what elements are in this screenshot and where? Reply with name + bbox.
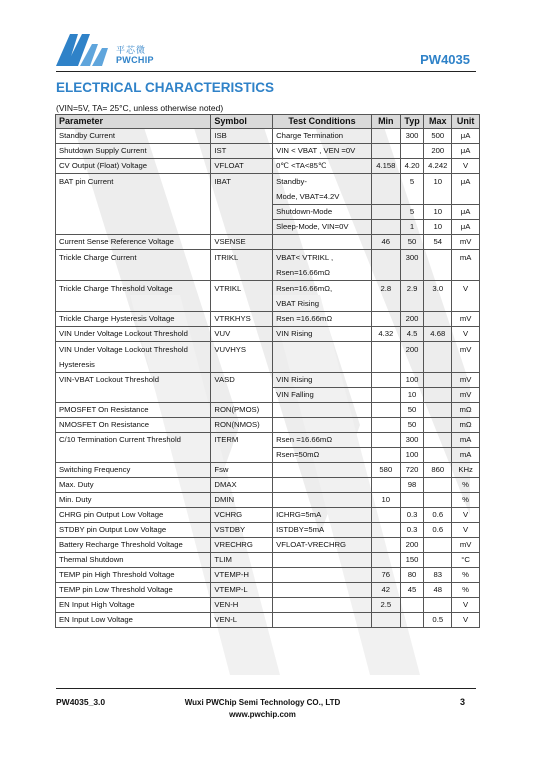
cell-symbol: VRECHRG (211, 538, 273, 553)
cell-min (371, 508, 400, 523)
table-row (56, 418, 480, 433)
table-row (56, 174, 480, 205)
cell-max (424, 553, 452, 568)
cell-min (371, 523, 400, 538)
table-row (56, 327, 480, 342)
cell-unit: μA (452, 205, 480, 220)
cell-symbol: RON(NMOS) (211, 418, 273, 433)
cell-max: 0.6 (424, 508, 452, 523)
cell-conditions (273, 583, 372, 598)
cell-min (371, 250, 400, 281)
cell-parameter: PMOSFET On Resistance (56, 403, 211, 418)
cell-parameter: Min. Duty (56, 493, 211, 508)
cell-min (371, 205, 400, 220)
table-row (56, 312, 480, 327)
cell-parameter: VIN Under Voltage Lockout Threshold (56, 327, 211, 342)
cell-min: 42 (371, 583, 400, 598)
footer-divider (56, 688, 476, 689)
cell-parameter: Thermal Shutdown (56, 553, 211, 568)
cell-max: 4.242 (424, 159, 452, 174)
table-row (56, 568, 480, 583)
cell-typ: 200 (400, 342, 424, 373)
cell-max: 500 (424, 129, 452, 144)
cell-conditions: Rsen=16.66mΩ, VBAT Rising (273, 281, 372, 312)
cell-parameter: TEMP pin Low Threshold Voltage (56, 583, 211, 598)
cell-symbol: VCHRG (211, 508, 273, 523)
cell-parameter: Standby Current (56, 129, 211, 144)
cell-min (371, 129, 400, 144)
cell-typ: 80 (400, 568, 424, 583)
cell-symbol: ITERM (211, 433, 273, 463)
cell-typ: 100 (400, 373, 424, 388)
cell-conditions: VFLOAT-VRECHRG (273, 538, 372, 553)
cell-parameter: Trickle Charge Hysteresis Voltage (56, 312, 211, 327)
cell-conditions: Rsen =16.66mΩ (273, 433, 372, 448)
cell-parameter: Trickle Charge Current (56, 250, 211, 281)
cell-min (371, 220, 400, 235)
cell-unit: mV (452, 373, 480, 388)
cell-unit: mA (452, 448, 480, 463)
cell-unit: V (452, 613, 480, 628)
cell-conditions: 0℃ <TA<85℃ (273, 159, 372, 174)
cell-typ: 720 (400, 463, 424, 478)
cell-unit: % (452, 493, 480, 508)
cell-typ: 300 (400, 250, 424, 281)
cell-parameter: Battery Recharge Threshold Voltage (56, 538, 211, 553)
cell-unit: μA (452, 144, 480, 159)
cell-symbol: VASD (211, 373, 273, 403)
cell-unit: mV (452, 388, 480, 403)
cell-symbol: TLIM (211, 553, 273, 568)
company-name: Wuxi PWChip Semi Technology CO., LTD (184, 698, 341, 707)
table-row (56, 342, 480, 373)
table-row (56, 373, 480, 388)
col-header-typ: Typ (400, 115, 424, 129)
cell-symbol: VTEMP-H (211, 568, 273, 583)
cell-typ (400, 144, 424, 159)
col-header-unit: Unit (452, 115, 480, 129)
cell-min (371, 388, 400, 403)
cell-unit: °C (452, 553, 480, 568)
table-row (56, 235, 480, 250)
part-number: PW4035 (420, 52, 470, 67)
cell-symbol: DMAX (211, 478, 273, 493)
table-row (56, 598, 480, 613)
cell-max (424, 433, 452, 448)
col-header-conditions: Test Conditions (273, 115, 372, 129)
cell-parameter: STDBY pin Output Low Voltage (56, 523, 211, 538)
cell-min: 2.5 (371, 598, 400, 613)
cell-max: 10 (424, 220, 452, 235)
cell-unit: mA (452, 250, 480, 281)
table-row (56, 250, 480, 281)
cell-parameter: EN Input Low Voltage (56, 613, 211, 628)
cell-parameter: Current Sense Reference Voltage (56, 235, 211, 250)
cell-symbol: VUV (211, 327, 273, 342)
cell-symbol: VEN-H (211, 598, 273, 613)
cell-parameter: Shutdown Supply Current (56, 144, 211, 159)
cell-conditions: Shutdown-Mode (273, 205, 372, 220)
cell-conditions: ISTDBY=5mA (273, 523, 372, 538)
cell-conditions: VBAT< VTRIKL , Rsen=16.66mΩ (273, 250, 372, 281)
cell-parameter: Trickle Charge Threshold Voltage (56, 281, 211, 312)
cell-symbol: Fsw (211, 463, 273, 478)
cell-typ: 150 (400, 553, 424, 568)
cell-min (371, 478, 400, 493)
cell-typ: 10 (400, 388, 424, 403)
table-row (56, 553, 480, 568)
cell-symbol: RON(PMOS) (211, 403, 273, 418)
cell-parameter: CV Output (Float) Voltage (56, 159, 211, 174)
cell-typ: 200 (400, 538, 424, 553)
cell-unit: % (452, 568, 480, 583)
col-header-min: Min (371, 115, 400, 129)
cell-typ: 98 (400, 478, 424, 493)
cell-typ (400, 613, 424, 628)
cell-conditions (273, 493, 372, 508)
cell-max: 83 (424, 568, 452, 583)
page-header (0, 0, 533, 80)
company-website: www.pwchip.com (229, 710, 296, 719)
cell-conditions: VIN Rising (273, 327, 372, 342)
cell-typ: 300 (400, 129, 424, 144)
table-row (56, 403, 480, 418)
table-row (56, 129, 480, 144)
cell-max (424, 598, 452, 613)
cell-min (371, 174, 400, 205)
cell-symbol: VTRIKL (211, 281, 273, 312)
cell-symbol: VTEMP-L (211, 583, 273, 598)
cell-unit: μA (452, 174, 480, 205)
cell-unit: mV (452, 342, 480, 373)
cell-conditions (273, 342, 372, 373)
cell-unit: V (452, 327, 480, 342)
cell-min: 4.32 (371, 327, 400, 342)
cell-typ: 200 (400, 312, 424, 327)
cell-max: 10 (424, 174, 452, 205)
cell-conditions (273, 613, 372, 628)
cell-max: 200 (424, 144, 452, 159)
cell-parameter: Max. Duty (56, 478, 211, 493)
cell-typ: 50 (400, 235, 424, 250)
cell-symbol: DMIN (211, 493, 273, 508)
cell-unit: mV (452, 235, 480, 250)
table-row (56, 493, 480, 508)
cell-unit: % (452, 478, 480, 493)
cell-unit: KHz (452, 463, 480, 478)
cell-symbol: VUVHYS (211, 342, 273, 373)
cell-typ: 5 (400, 205, 424, 220)
cell-max: 0.5 (424, 613, 452, 628)
cell-unit: μA (452, 220, 480, 235)
cell-unit: mΩ (452, 418, 480, 433)
cell-min (371, 403, 400, 418)
cell-max (424, 403, 452, 418)
cell-conditions (273, 553, 372, 568)
cell-max (424, 493, 452, 508)
col-header-max: Max (424, 115, 452, 129)
page-number: 3 (460, 697, 466, 707)
cell-typ: 1 (400, 220, 424, 235)
cell-min: 76 (371, 568, 400, 583)
footer-company-block (150, 697, 375, 721)
cell-symbol: VTRKHYS (211, 312, 273, 327)
cell-typ (400, 598, 424, 613)
table-row (56, 613, 480, 628)
header-divider (56, 71, 476, 72)
cell-unit: mV (452, 538, 480, 553)
cell-min (371, 373, 400, 388)
cell-conditions: VIN Rising (273, 373, 372, 388)
table-row (56, 159, 480, 174)
cell-parameter: C/10 Termination Current Threshold (56, 433, 211, 463)
table-row (56, 463, 480, 478)
cell-parameter: EN Input High Voltage (56, 598, 211, 613)
cell-conditions: Charge Termination (273, 129, 372, 144)
test-conditions-note: (VIN=5V, TA= 25°C, unless otherwise noted) (56, 103, 224, 113)
cell-conditions (273, 403, 372, 418)
cell-min (371, 613, 400, 628)
cell-typ: 2.9 (400, 281, 424, 312)
cell-parameter: NMOSFET On Resistance (56, 418, 211, 433)
cell-max (424, 448, 452, 463)
table-row (56, 144, 480, 159)
cell-min (371, 448, 400, 463)
cell-conditions: VIN < VBAT , VEN =0V (273, 144, 372, 159)
cell-conditions: Standby- Mode, VBAT=4.2V (273, 174, 372, 205)
cell-unit: % (452, 583, 480, 598)
cell-typ: 0.3 (400, 523, 424, 538)
cell-min: 46 (371, 235, 400, 250)
cell-symbol: VFLOAT (211, 159, 273, 174)
cell-max: 860 (424, 463, 452, 478)
cell-unit: V (452, 598, 480, 613)
cell-symbol: IBAT (211, 174, 273, 235)
cell-symbol: VSENSE (211, 235, 273, 250)
cell-max (424, 388, 452, 403)
cell-conditions (273, 568, 372, 583)
logo-english-name: PWCHIP (116, 55, 154, 65)
cell-symbol: VEN-L (211, 613, 273, 628)
cell-min (371, 433, 400, 448)
cell-parameter: VIN Under Voltage Lockout Threshold Hysteresis (56, 342, 211, 373)
cell-typ (400, 493, 424, 508)
cell-min (371, 553, 400, 568)
cell-conditions (273, 463, 372, 478)
cell-max (424, 478, 452, 493)
cell-max (424, 418, 452, 433)
table-row (56, 583, 480, 598)
document-id: PW4035_3.0 (56, 697, 106, 707)
table-row (56, 281, 480, 312)
cell-parameter: BAT pin Current (56, 174, 211, 235)
cell-symbol: IST (211, 144, 273, 159)
cell-symbol: ITRIKL (211, 250, 273, 281)
cell-typ: 50 (400, 418, 424, 433)
cell-conditions (273, 418, 372, 433)
cell-min (371, 418, 400, 433)
cell-max (424, 342, 452, 373)
cell-min: 4.158 (371, 159, 400, 174)
col-header-parameter: Parameter (56, 115, 211, 129)
cell-typ: 300 (400, 433, 424, 448)
cell-conditions: Rsen =16.66mΩ (273, 312, 372, 327)
cell-typ: 4.5 (400, 327, 424, 342)
cell-max: 3.0 (424, 281, 452, 312)
cell-typ: 50 (400, 403, 424, 418)
section-title: ELECTRICAL CHARACTERISTICS (56, 80, 275, 95)
cell-conditions (273, 478, 372, 493)
cell-typ: 45 (400, 583, 424, 598)
cell-unit: mΩ (452, 403, 480, 418)
cell-conditions: VIN Falling (273, 388, 372, 403)
cell-max: 54 (424, 235, 452, 250)
cell-min (371, 144, 400, 159)
cell-max (424, 373, 452, 388)
logo-chinese-name: 平芯微 (116, 45, 147, 55)
cell-parameter: CHRG pin Output Low Voltage (56, 508, 211, 523)
cell-unit: V (452, 523, 480, 538)
cell-conditions (273, 598, 372, 613)
cell-max: 48 (424, 583, 452, 598)
cell-unit: μA (452, 129, 480, 144)
cell-min: 2.8 (371, 281, 400, 312)
table-row (56, 433, 480, 448)
cell-min (371, 538, 400, 553)
cell-max: 10 (424, 205, 452, 220)
cell-parameter: VIN-VBAT Lockout Threshold (56, 373, 211, 403)
cell-typ: 5 (400, 174, 424, 205)
electrical-characteristics-table (55, 114, 480, 628)
cell-symbol: ISB (211, 129, 273, 144)
table-row (56, 508, 480, 523)
table-row (56, 478, 480, 493)
cell-max: 0.6 (424, 523, 452, 538)
cell-max: 4.68 (424, 327, 452, 342)
table-header-row (56, 115, 480, 129)
cell-conditions (273, 235, 372, 250)
cell-typ: 100 (400, 448, 424, 463)
cell-max (424, 250, 452, 281)
cell-min: 580 (371, 463, 400, 478)
cell-typ: 4.20 (400, 159, 424, 174)
cell-unit: V (452, 159, 480, 174)
cell-max (424, 538, 452, 553)
cell-unit: mV (452, 312, 480, 327)
cell-unit: V (452, 281, 480, 312)
cell-parameter: Switching Frequency (56, 463, 211, 478)
cell-parameter: TEMP pin High Threshold Voltage (56, 568, 211, 583)
cell-max (424, 312, 452, 327)
cell-min: 10 (371, 493, 400, 508)
cell-unit: V (452, 508, 480, 523)
cell-symbol: VSTDBY (211, 523, 273, 538)
table-row (56, 538, 480, 553)
cell-conditions: ICHRG=5mA (273, 508, 372, 523)
cell-min (371, 342, 400, 373)
cell-conditions: Rsen=50mΩ (273, 448, 372, 463)
cell-typ: 0.3 (400, 508, 424, 523)
cell-unit: mA (452, 433, 480, 448)
cell-conditions: Sleep-Mode, VIN=0V (273, 220, 372, 235)
col-header-symbol: Symbol (211, 115, 273, 129)
table-row (56, 523, 480, 538)
cell-min (371, 312, 400, 327)
